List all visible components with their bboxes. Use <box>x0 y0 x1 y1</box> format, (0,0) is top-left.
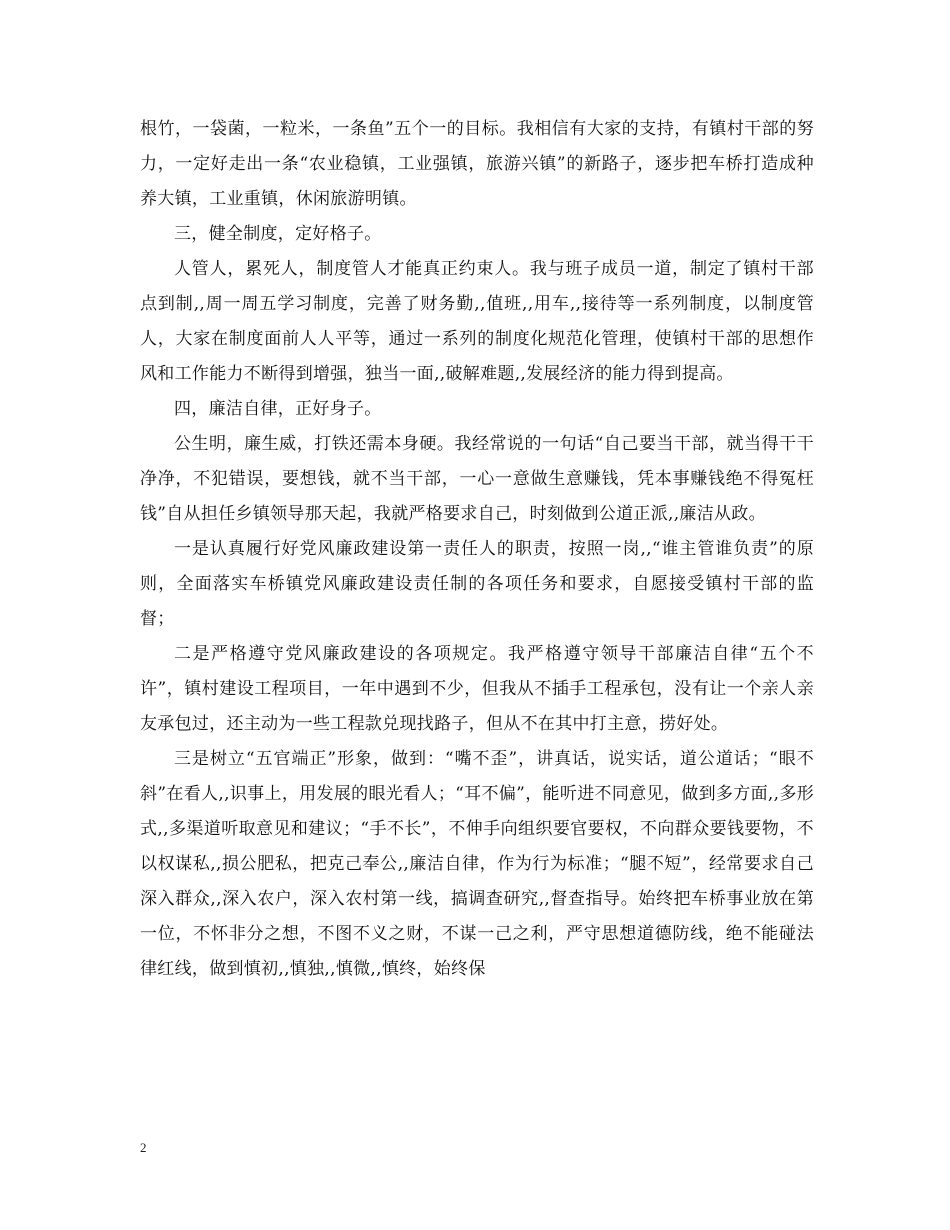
paragraph-6: 三是树立“五官端正”形象，做到：“嘴不歪”，讲真话，说实话，道公道话；“眼不斜”在看人,,识事上，用发展的眼光看人；“耳不偏”，能听进不同意见，做到多方面,,多形式,,多渠道听取意见和建议；“手不长”，不伸手向组织要官要权，不向群众要钱要物，不以权谋私,,损公肥私，把克己奉公,,廉洁自律，作为行为标准；“腿不短”，经常要求自己深入群众,,深入农户，深入农村第一线，搞调查研究,,督查指导。始终把车桥事业放在第一位，不怀非分之想，不图不义之财，不谋一己之利，严守思想道德防线，绝不能碰法律红线，做到慎初,,慎独,,慎微,,慎终，始终保 <box>140 749 814 979</box>
paragraph-3: 公生明，廉生威，打铁还需本身硬。我经常说的一句话“自己要当干部，就当得干干净净，不犯错误，要想钱，就不当干部，一心一意做生意赚钱，凭本事赚钱绝不得冤枉钱”自从担任乡镇领导那天起，我就严格要求自己，时刻做到公道正派,,廉洁从政。 <box>140 434 814 524</box>
paragraph-5: 二是严格遵守党风廉政建设的各项规定。我严格遵守领导干部廉洁自律“五个不许”，镇村建设工程项目，一年中遇到不少，但我从不插手工程承包，没有让一个亲人亲友承包过，还主动为一些工程款兑现找路子，但从不在其中打主意，捞好处。 <box>140 644 814 734</box>
document-body <box>140 112 814 987</box>
section-heading-4: 四，廉洁自律，正好身子。 <box>174 399 382 419</box>
paragraph-4: 一是认真履行好党风廉政建设第一责任人的职责，按照一岗,,“谁主管谁负责”的原则，全面落实车桥镇党风廉政建设责任制的各项任务和要求，自愿接受镇村干部的监督； <box>140 539 814 629</box>
paragraph-1: 根竹，一袋菌，一粒米，一条鱼”五个一的目标。我相信有大家的支持，有镇村干部的努力，一定好走出一条“农业稳镇，工业强镇，旅游兴镇”的新路子，逐步把车桥打造成种养大镇，工业重镇，休闲旅游明镇。 <box>140 119 814 209</box>
page-number: 2 <box>140 1140 147 1155</box>
section-heading-3: 三，健全制度，定好格子。 <box>174 224 382 244</box>
paragraph-2: 人管人，累死人，制度管人才能真正约束人。我与班子成员一道，制定了镇村干部点到制,,周一周五学习制度，完善了财务勤,,值班,,用车,,接待等一系列制度，以制度管人，大家在制度面前人人平等，通过一系列的制度化规范化管理，使镇村干部的思想作风和工作能力不断得到增强，独当一面,,破解难题,,发展经济的能力得到提高。 <box>140 259 814 384</box>
